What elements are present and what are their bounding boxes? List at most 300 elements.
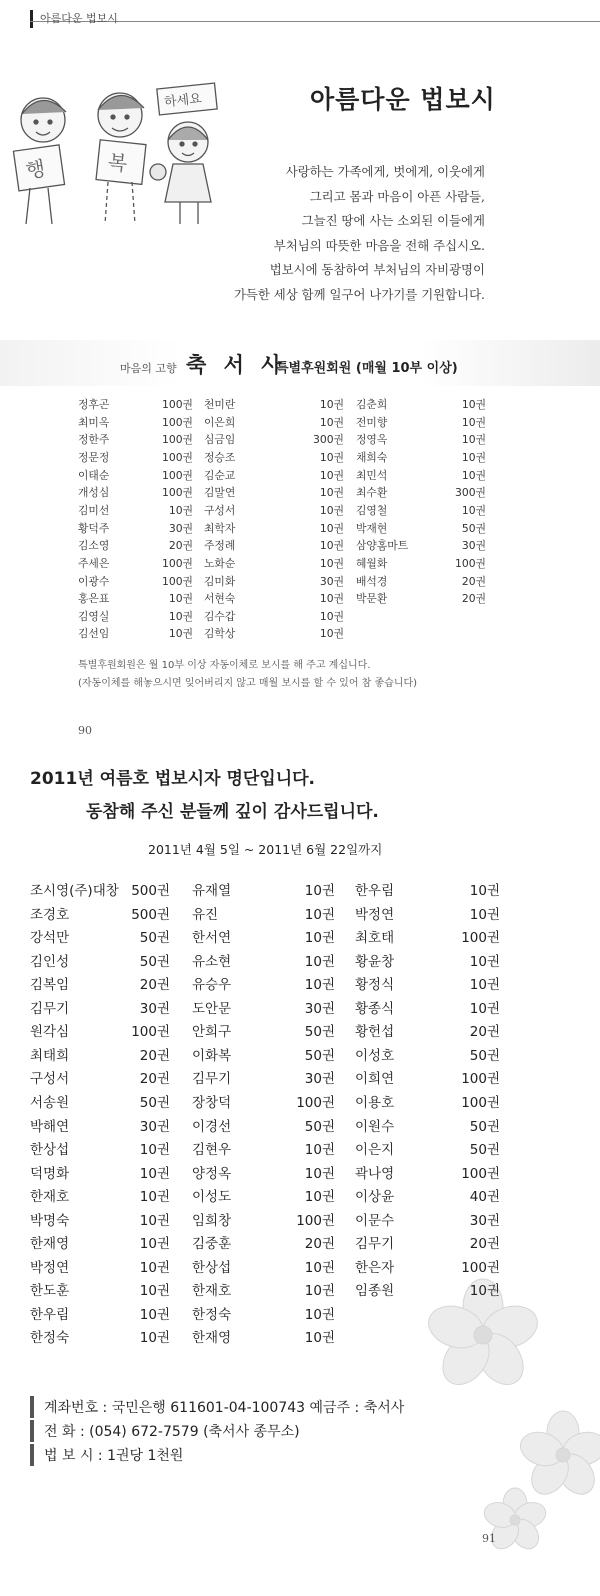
donation-amount: 100권 bbox=[131, 1024, 170, 1041]
account-info: 계좌번호 : 국민은행 611601-04-100743 예금주 : 축서사 bbox=[44, 1400, 405, 1416]
donation-amount: 100권 bbox=[461, 930, 500, 947]
intro-line: 부처님의 따뜻한 마음을 전해 주십시오. bbox=[273, 237, 485, 253]
donation-amount: 10권 bbox=[469, 953, 500, 970]
list-row bbox=[356, 450, 486, 468]
donor-name: 박해연 bbox=[30, 1118, 70, 1135]
list-row bbox=[355, 973, 500, 997]
list-row bbox=[355, 1162, 500, 1186]
donation-amount: 50권 bbox=[304, 1047, 335, 1064]
donation-amount: 20권 bbox=[461, 592, 486, 606]
donation-amount: 10권 bbox=[461, 450, 486, 464]
donation-amount: 100권 bbox=[161, 415, 193, 429]
list-row bbox=[204, 397, 344, 415]
list-row bbox=[30, 1115, 170, 1139]
donation-amount: 100권 bbox=[296, 1212, 335, 1229]
list-row bbox=[355, 1209, 500, 1233]
list-row bbox=[30, 1091, 170, 1115]
donation-amount: 10권 bbox=[304, 883, 335, 899]
donor-name: 김중훈 bbox=[192, 1236, 232, 1253]
list-row bbox=[192, 1091, 335, 1115]
donation-amount: 10권 bbox=[319, 539, 344, 553]
list-row bbox=[30, 879, 170, 903]
list-row bbox=[204, 450, 344, 468]
list-row bbox=[204, 574, 344, 592]
donor-name: 최호태 bbox=[355, 930, 395, 947]
list-row bbox=[204, 415, 344, 433]
donor-name: 이은지 bbox=[355, 1142, 395, 1159]
donation-amount: 10권 bbox=[139, 1236, 170, 1253]
list-row bbox=[204, 538, 344, 556]
list-row bbox=[78, 591, 193, 609]
donation-amount: 100권 bbox=[461, 1165, 500, 1182]
list-row bbox=[204, 609, 344, 627]
intro-line: 가득한 세상 함께 일구어 나가기를 기원합니다. bbox=[233, 286, 485, 302]
donation-amount: 10권 bbox=[304, 1189, 335, 1206]
donor-name: 양정옥 bbox=[192, 1165, 232, 1182]
donation-amount: 100권 bbox=[454, 556, 486, 570]
donation-amount: 10권 bbox=[469, 1000, 500, 1017]
donation-amount: 10권 bbox=[304, 1142, 335, 1159]
intro-line: 법보시에 동참하여 부처님의 자비광명이 bbox=[269, 262, 485, 277]
list-row bbox=[355, 1067, 500, 1091]
donation-amount: 100권 bbox=[161, 556, 193, 570]
donor-name: 원각심 bbox=[30, 1024, 70, 1041]
donor-name: 최학자 bbox=[204, 521, 236, 535]
intro-line: 그늘진 땅에 사는 소외된 이들에게 bbox=[301, 213, 485, 228]
donation-amount: 10권 bbox=[304, 1330, 335, 1347]
donor-name: 혜월화 bbox=[356, 556, 388, 570]
donor-name: 유재열 bbox=[192, 883, 232, 899]
list-row bbox=[355, 950, 500, 974]
donor-name: 박정연 bbox=[30, 1259, 70, 1276]
donation-amount: 10권 bbox=[469, 906, 500, 923]
donor-name: 이원수 bbox=[355, 1118, 395, 1135]
donor-name: 한재호 bbox=[192, 1283, 232, 1300]
donation-amount: 10권 bbox=[461, 398, 486, 411]
donation-amount: 10권 bbox=[304, 930, 335, 947]
donor-name: 유소현 bbox=[192, 953, 232, 970]
donation-amount: 10권 bbox=[461, 503, 486, 517]
donation-amount: 10권 bbox=[139, 1212, 170, 1229]
donation-amount: 100권 bbox=[161, 468, 193, 482]
donor-name: 김말연 bbox=[204, 486, 236, 500]
donation-amount: 10권 bbox=[319, 468, 344, 482]
list-row bbox=[192, 1044, 335, 1068]
list-row bbox=[30, 926, 170, 950]
list-row bbox=[192, 1279, 335, 1303]
list-row bbox=[30, 1279, 170, 1303]
donor-name: 채희숙 bbox=[356, 450, 388, 464]
donation-amount: 10권 bbox=[168, 609, 193, 623]
donor-name: 홍은표 bbox=[78, 592, 110, 606]
list-row bbox=[356, 591, 486, 609]
donation-amount: 10권 bbox=[304, 953, 335, 970]
list-row bbox=[192, 1209, 335, 1233]
list-row bbox=[192, 1162, 335, 1186]
donation-amount: 30권 bbox=[461, 539, 486, 553]
donor-name: 한재호 bbox=[30, 1189, 70, 1206]
list-row bbox=[356, 521, 486, 539]
sign-right-text: 복 bbox=[106, 149, 129, 176]
intro-line: 사랑하는 가족에게, 벗에게, 이웃에게 bbox=[285, 164, 485, 179]
list-row bbox=[192, 926, 335, 950]
donor-name: 최태희 bbox=[30, 1047, 70, 1064]
intro-text bbox=[150, 160, 485, 307]
donation-amount: 10권 bbox=[319, 398, 344, 411]
donation-amount: 10권 bbox=[168, 592, 193, 606]
sign-left-text: 행 bbox=[23, 155, 48, 183]
donor-name: 이화복 bbox=[192, 1047, 232, 1064]
list-row bbox=[30, 1209, 170, 1233]
donation-amount: 30권 bbox=[304, 1000, 335, 1017]
donor-name: 심금임 bbox=[204, 433, 236, 447]
donor-name: 유승우 bbox=[192, 977, 232, 994]
donor-name: 조경호 bbox=[30, 906, 70, 923]
phone-info: 전 화 : (054) 672-7579 (축서사 종무소) bbox=[44, 1424, 300, 1440]
donation-amount: 100권 bbox=[461, 1094, 500, 1111]
donor-name: 황윤창 bbox=[355, 953, 395, 970]
list-row bbox=[30, 1162, 170, 1186]
donation-amount: 20권 bbox=[469, 1024, 500, 1041]
donation-amount: 30권 bbox=[139, 1000, 170, 1017]
info-marker bbox=[30, 1444, 34, 1466]
donation-amount: 10권 bbox=[461, 433, 486, 447]
donation-amount: 30권 bbox=[168, 521, 193, 535]
donor-name: 천미란 bbox=[204, 398, 236, 411]
donor-name: 주정례 bbox=[204, 539, 236, 553]
page-number-right: 91 bbox=[482, 1532, 496, 1545]
donor-name: 황덕주 bbox=[78, 521, 110, 535]
list-row bbox=[30, 1256, 170, 1280]
list-row bbox=[204, 521, 344, 539]
list-row bbox=[356, 468, 486, 486]
flower-decoration bbox=[395, 1255, 600, 1596]
list-row bbox=[192, 1256, 335, 1280]
donation-period: 2011년 4월 5일 ~ 2011년 6월 22일까지 bbox=[148, 842, 383, 857]
donor-name: 삼양홈마트 bbox=[356, 539, 409, 553]
list-row bbox=[78, 468, 193, 486]
list-row bbox=[30, 973, 170, 997]
donation-amount: 20권 bbox=[461, 574, 486, 588]
list-row bbox=[78, 397, 193, 415]
list-row bbox=[192, 1232, 335, 1256]
donor-name: 안희구 bbox=[192, 1024, 232, 1041]
donation-amount: 300권 bbox=[312, 433, 344, 447]
list-row bbox=[192, 1115, 335, 1139]
donor-name: 이은희 bbox=[204, 415, 236, 429]
sponsor-band-subtitle: 특별후원회원 (매월 10부 이상) bbox=[276, 361, 458, 376]
list-row bbox=[78, 609, 193, 627]
list-row bbox=[192, 973, 335, 997]
donor-name: 황헌섭 bbox=[355, 1024, 395, 1041]
donor-name: 한우림 bbox=[355, 883, 395, 899]
list-row bbox=[78, 485, 193, 503]
donation-amount: 10권 bbox=[304, 1259, 335, 1276]
list-row bbox=[192, 1020, 335, 1044]
donor-name: 한재영 bbox=[192, 1330, 232, 1347]
donation-amount: 100권 bbox=[461, 1071, 500, 1088]
donor-name: 곽나영 bbox=[355, 1165, 395, 1182]
sponsor-note: 특별후원회원은 월 10부 이상 자동이체로 보시를 해 주고 계십니다. bbox=[78, 660, 371, 671]
donation-amount: 10권 bbox=[469, 977, 500, 994]
donation-amount: 10권 bbox=[139, 1165, 170, 1182]
donor-name: 이광수 bbox=[78, 574, 110, 588]
donor-name: 박재현 bbox=[356, 521, 388, 535]
donor-name: 김학상 bbox=[204, 627, 236, 641]
temple-name: 축 서 사 bbox=[186, 353, 287, 377]
donor-name: 이태순 bbox=[78, 468, 110, 482]
donor-name: 이성호 bbox=[355, 1047, 395, 1064]
list-row bbox=[78, 432, 193, 450]
list-row bbox=[355, 1044, 500, 1068]
donation-amount: 10권 bbox=[461, 415, 486, 429]
donation-amount: 20권 bbox=[139, 977, 170, 994]
list-row bbox=[30, 997, 170, 1021]
donor-name: 한상섭 bbox=[192, 1259, 232, 1276]
donor-name: 황종식 bbox=[355, 1000, 395, 1017]
donation-amount: 10권 bbox=[461, 468, 486, 482]
info-marker bbox=[30, 1396, 34, 1418]
donor-name: 김무기 bbox=[30, 1000, 70, 1017]
donation-amount: 100권 bbox=[296, 1094, 335, 1111]
donor-name: 김선임 bbox=[78, 627, 110, 641]
list-row bbox=[78, 538, 193, 556]
list-row bbox=[356, 432, 486, 450]
list-row bbox=[192, 1067, 335, 1091]
donation-amount: 20권 bbox=[304, 1236, 335, 1253]
donor-name: 주세은 bbox=[78, 556, 110, 570]
donor-name: 최미옥 bbox=[78, 415, 110, 429]
list-row bbox=[204, 432, 344, 450]
list-row bbox=[204, 485, 344, 503]
donor-name: 장창덕 bbox=[192, 1094, 232, 1111]
list-row bbox=[30, 1303, 170, 1327]
list-row bbox=[30, 1326, 170, 1350]
donor-name: 유진 bbox=[192, 906, 219, 923]
donation-amount: 10권 bbox=[469, 1283, 500, 1300]
donor-name: 배석경 bbox=[356, 574, 388, 588]
donor-name: 박명숙 bbox=[30, 1212, 70, 1229]
donation-amount: 20권 bbox=[139, 1047, 170, 1064]
donation-amount: 10권 bbox=[168, 627, 193, 641]
donor-name: 김수갑 bbox=[204, 609, 236, 623]
donation-amount: 50권 bbox=[469, 1118, 500, 1135]
donor-name: 임종원 bbox=[355, 1283, 395, 1300]
list-row bbox=[192, 903, 335, 927]
page-title: 아름다운 법보시 bbox=[310, 85, 496, 114]
donor-name: 노화순 bbox=[204, 556, 236, 570]
donation-amount: 50권 bbox=[461, 521, 486, 535]
sign-top-text: 하세요 bbox=[163, 91, 203, 111]
list-row bbox=[30, 1185, 170, 1209]
list-row bbox=[78, 626, 193, 644]
donor-name: 한재영 bbox=[30, 1236, 70, 1253]
donation-amount: 50권 bbox=[304, 1118, 335, 1135]
donor-name: 도안문 bbox=[192, 1000, 232, 1017]
donation-amount: 10권 bbox=[319, 627, 344, 641]
donor-name: 김미화 bbox=[204, 574, 236, 588]
list-row bbox=[204, 556, 344, 574]
list-row bbox=[78, 521, 193, 539]
donor-name: 정승조 bbox=[204, 450, 236, 464]
list-row bbox=[355, 1232, 500, 1256]
donor-name: 이용호 bbox=[355, 1094, 395, 1111]
donation-amount: 20권 bbox=[168, 539, 193, 553]
sponsor-note: (자동이체를 해놓으시면 잊어버리지 않고 매월 보시를 할 수 있어 참 좋습니다) bbox=[78, 678, 418, 689]
donation-amount: 10권 bbox=[139, 1259, 170, 1276]
list-row bbox=[78, 556, 193, 574]
donor-name: 한우림 bbox=[30, 1306, 70, 1323]
intro-line: 그리고 몸과 마음이 아픈 사람들, bbox=[309, 188, 485, 204]
donation-amount: 100권 bbox=[161, 398, 193, 411]
list-row bbox=[204, 626, 344, 644]
donation-amount: 20권 bbox=[139, 1071, 170, 1088]
donor-name: 전미향 bbox=[356, 415, 388, 429]
donation-amount: 10권 bbox=[139, 1306, 170, 1323]
donor-name: 정한주 bbox=[78, 433, 110, 447]
donation-amount: 500권 bbox=[131, 883, 170, 899]
donation-amount: 10권 bbox=[304, 1306, 335, 1323]
donation-amount: 100권 bbox=[161, 574, 193, 588]
list-row bbox=[78, 415, 193, 433]
donation-amount: 10권 bbox=[319, 450, 344, 464]
donor-name: 구성서 bbox=[204, 503, 236, 517]
list-row bbox=[30, 903, 170, 927]
donation-amount: 10권 bbox=[304, 1165, 335, 1182]
donation-amount: 40권 bbox=[469, 1189, 500, 1206]
donation-amount: 100권 bbox=[161, 486, 193, 500]
donor-name: 서송원 bbox=[30, 1094, 70, 1111]
donor-name: 김춘희 bbox=[356, 398, 388, 411]
donor-name: 김인성 bbox=[30, 953, 70, 970]
donor-name: 황정식 bbox=[355, 977, 395, 994]
donation-amount: 10권 bbox=[139, 1189, 170, 1206]
donation-amount: 100권 bbox=[461, 1259, 500, 1276]
donation-amount: 10권 bbox=[304, 906, 335, 923]
donor-name: 한도훈 bbox=[30, 1283, 70, 1300]
donation-amount: 50권 bbox=[469, 1142, 500, 1159]
donation-amount: 50권 bbox=[139, 1094, 170, 1111]
donor-name: 덕명화 bbox=[30, 1165, 70, 1182]
donor-name: 김현우 bbox=[192, 1142, 232, 1159]
list-row bbox=[30, 1044, 170, 1068]
list-row bbox=[78, 450, 193, 468]
list-row bbox=[355, 1020, 500, 1044]
sponsor-band-prefix: 마음의 고향 bbox=[120, 362, 177, 375]
list-row bbox=[355, 1091, 500, 1115]
donation-amount: 100권 bbox=[161, 433, 193, 447]
donor-name: 한서연 bbox=[192, 930, 232, 947]
donation-amount: 50권 bbox=[304, 1024, 335, 1041]
donor-name: 박정연 bbox=[355, 906, 395, 923]
donation-amount: 10권 bbox=[319, 415, 344, 429]
list-row bbox=[355, 1185, 500, 1209]
list-row bbox=[356, 415, 486, 433]
donation-amount: 10권 bbox=[319, 503, 344, 517]
donation-amount: 300권 bbox=[454, 486, 486, 500]
donor-name: 김순교 bbox=[204, 468, 236, 482]
donation-amount: 10권 bbox=[139, 1330, 170, 1347]
donor-name: 김복임 bbox=[30, 977, 70, 994]
list-row bbox=[355, 997, 500, 1021]
donation-amount: 50권 bbox=[139, 930, 170, 947]
donor-name: 개성심 bbox=[78, 486, 110, 500]
donation-amount: 10권 bbox=[304, 977, 335, 994]
donation-amount: 10권 bbox=[469, 883, 500, 899]
donor-name: 이문수 bbox=[355, 1212, 395, 1229]
list-row bbox=[356, 556, 486, 574]
donor-name: 이성도 bbox=[192, 1189, 232, 1206]
donor-name: 최수환 bbox=[356, 486, 388, 500]
donation-amount: 50권 bbox=[469, 1047, 500, 1064]
donation-amount: 50권 bbox=[139, 953, 170, 970]
donor-name: 한상섭 bbox=[30, 1142, 70, 1159]
donation-amount: 30권 bbox=[469, 1212, 500, 1229]
list-row bbox=[355, 903, 500, 927]
list-thanks: 동참해 주신 분들께 깊이 감사드립니다. bbox=[86, 802, 379, 822]
list-row bbox=[78, 503, 193, 521]
list-row bbox=[204, 591, 344, 609]
donor-name: 김미선 bbox=[78, 503, 110, 517]
list-row bbox=[204, 468, 344, 486]
list-row bbox=[356, 503, 486, 521]
donor-name: 한정숙 bbox=[30, 1330, 70, 1347]
donor-name: 김무기 bbox=[192, 1071, 232, 1088]
donor-name: 박문환 bbox=[356, 592, 388, 606]
header-marker bbox=[30, 10, 33, 28]
donation-amount: 10권 bbox=[319, 592, 344, 606]
list-row bbox=[192, 1303, 335, 1327]
donor-name: 강석만 bbox=[30, 930, 70, 947]
price-info: 법 보 시 : 1권당 1천원 bbox=[44, 1448, 184, 1464]
donor-name: 한은자 bbox=[355, 1259, 395, 1276]
list-row bbox=[30, 1067, 170, 1091]
list-row bbox=[355, 1256, 500, 1280]
donor-name: 정영옥 bbox=[356, 433, 388, 447]
donation-amount: 10권 bbox=[168, 503, 193, 517]
list-row bbox=[356, 397, 486, 415]
list-row bbox=[30, 1020, 170, 1044]
list-row bbox=[192, 1185, 335, 1209]
donor-name: 이상윤 bbox=[355, 1189, 395, 1206]
donor-name: 김소영 bbox=[78, 539, 110, 553]
list-row bbox=[30, 1138, 170, 1162]
list-row bbox=[30, 950, 170, 974]
donation-amount: 20권 bbox=[469, 1236, 500, 1253]
donation-amount: 30권 bbox=[319, 574, 344, 588]
list-row bbox=[192, 1326, 335, 1350]
list-row bbox=[192, 950, 335, 974]
donor-name: 최민석 bbox=[356, 468, 388, 482]
donor-name: 김영실 bbox=[78, 609, 110, 623]
list-row bbox=[355, 1115, 500, 1139]
donation-amount: 10권 bbox=[319, 486, 344, 500]
donor-name: 서현숙 bbox=[204, 592, 236, 606]
donation-amount: 10권 bbox=[319, 556, 344, 570]
list-row bbox=[355, 1138, 500, 1162]
list-row bbox=[356, 574, 486, 592]
donation-amount: 100권 bbox=[161, 450, 193, 464]
list-row bbox=[355, 879, 500, 903]
donor-name: 이희연 bbox=[355, 1071, 395, 1088]
donor-name: 한정숙 bbox=[192, 1306, 232, 1323]
donation-amount: 10권 bbox=[139, 1283, 170, 1300]
list-row bbox=[356, 538, 486, 556]
list-row bbox=[355, 1279, 500, 1303]
info-marker bbox=[30, 1420, 34, 1442]
list-row bbox=[356, 485, 486, 503]
list-row bbox=[192, 1138, 335, 1162]
